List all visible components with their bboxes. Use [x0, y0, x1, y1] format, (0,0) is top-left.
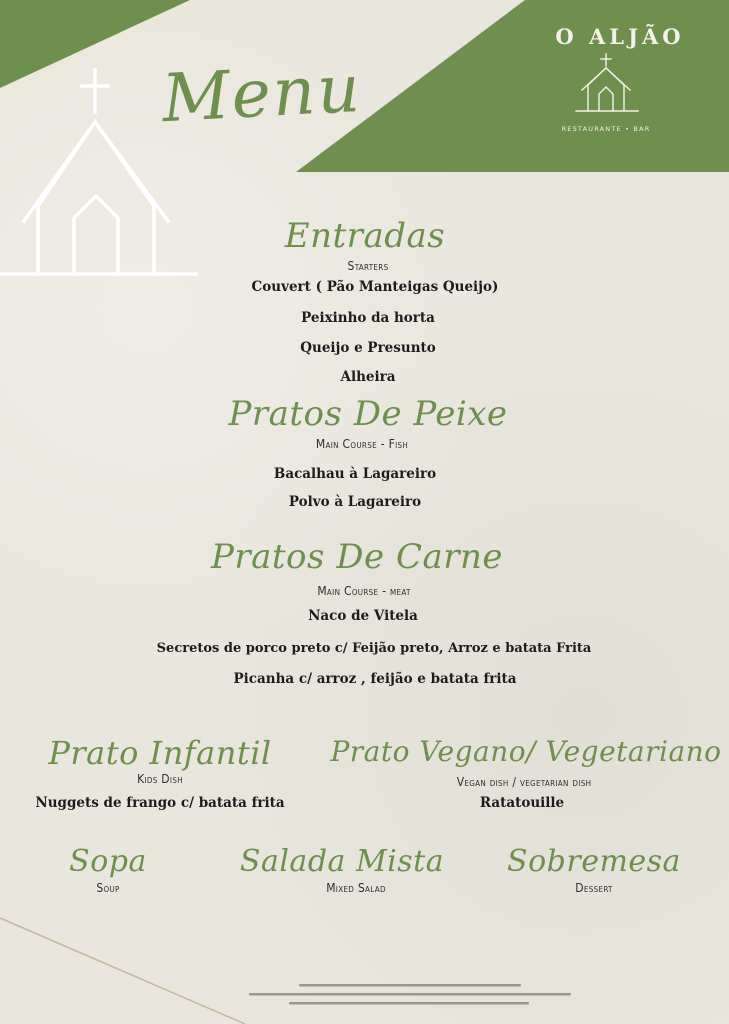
section-subheading-vegano: Vegan dish / vegetarian dish: [456, 775, 592, 789]
bottom-diagonal-line: [0, 918, 245, 1024]
section-heading-carne: Pratos De Carne: [210, 537, 504, 577]
brand-name: O ALJÃO: [555, 24, 685, 49]
menu-item: Peixinho da horta: [301, 310, 435, 326]
brand-tagline: RESTAURANTE • BAR: [561, 125, 651, 133]
section-heading-vegano: Prato Vegano/ Vegetariano: [330, 735, 722, 768]
section-subheading-sobremesa: Dessert: [575, 881, 613, 895]
menu-item: Naco de Vitela: [308, 608, 418, 624]
menu-item: Bacalhau à Lagareiro: [273, 466, 437, 482]
menu-item: Nuggets de frango c/ batata frita: [35, 795, 285, 811]
footer-fine-print: [245, 982, 575, 1014]
page-title: Menu: [160, 49, 364, 138]
menu-item: Alheira: [340, 369, 396, 385]
section-subheading-salada: Mixed Salad: [326, 881, 386, 895]
section-subheading-sopa: Soup: [96, 881, 120, 895]
menu-item: Ratatouille: [479, 795, 565, 811]
section-subheading-infantil: Kids Dish: [137, 772, 183, 786]
section-subheading-peixe: Main Course - Fish: [315, 437, 409, 451]
menu-item: Secretos de porco preto c/ Feijão preto, Arroz e batata Frita: [156, 641, 592, 656]
section-heading-salada: Salada Mista: [239, 844, 445, 879]
section-heading-entradas: Entradas: [284, 216, 446, 256]
section-heading-sobremesa: Sobremesa: [507, 844, 681, 879]
section-heading-infantil: Prato Infantil: [48, 734, 272, 772]
church-logo-icon: [574, 52, 640, 114]
menu-item: Picanha c/ arroz , feijão e batata frita: [233, 671, 517, 687]
menu-item: Queijo e Presunto: [300, 340, 436, 356]
menu-item: Polvo à Lagareiro: [288, 494, 422, 510]
section-subheading-carne: Main Course - meat: [317, 584, 411, 598]
section-heading-peixe: Pratos De Peixe: [228, 394, 508, 434]
section-subheading-entradas: Starters: [347, 259, 389, 273]
section-heading-sopa: Sopa: [69, 844, 147, 879]
menu-item: Couvert ( Pão Manteigas Queijo): [251, 279, 499, 295]
